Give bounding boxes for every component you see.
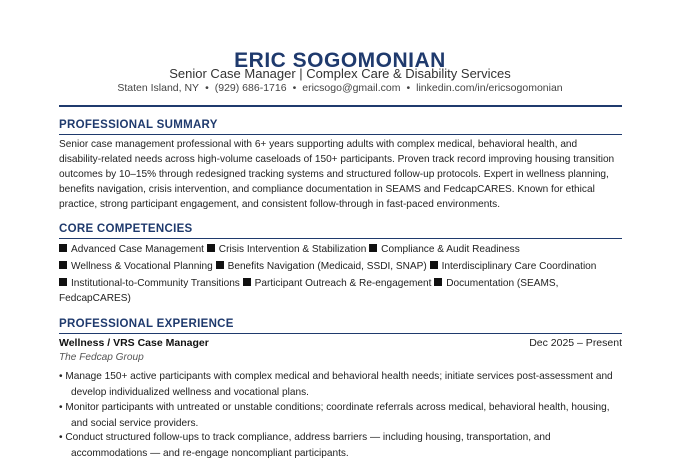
contact-separator: • [292, 82, 297, 94]
header-divider [59, 105, 622, 107]
square-bullet-icon [430, 261, 438, 269]
candidate-name: ERIC SOGOMONIAN [234, 49, 446, 72]
summary-line: practice, strong participant engagement, and consistent follow-through in fast-paced environments. [59, 199, 501, 210]
contact-line [0, 83, 680, 94]
experience-bullet [59, 369, 629, 401]
bullet-line: and social service providers. [71, 418, 199, 429]
summary-text [59, 137, 625, 212]
summary-line: disability-related needs across high-volume caseloads of 150+ participants. Proven track record improving housing transition [59, 154, 615, 165]
job-title: Wellness / VRS Case Manager [59, 337, 209, 349]
square-bullet-icon [59, 278, 67, 286]
competency-item: Documentation (SEAMS, [446, 278, 559, 289]
competency-item: Advanced Case Management [71, 244, 204, 255]
summary-heading: PROFESSIONAL SUMMARY [59, 119, 218, 131]
summary-line: outcomes by 10–15% through redesigned tracking systems and structured follow-up protocols. Expert in wellness planning, [59, 169, 609, 180]
competencies-divider [59, 238, 622, 239]
competencies-row [59, 291, 131, 306]
experience-divider [59, 333, 622, 334]
square-bullet-icon [434, 278, 442, 286]
competencies-heading: CORE COMPETENCIES [59, 223, 193, 235]
contact-email[interactable]: ericsogo@gmail.com [302, 82, 401, 94]
competency-item: Crisis Intervention & Stabilization [218, 244, 367, 255]
competency-item: Wellness & Vocational Planning [71, 261, 213, 272]
competencies-row [59, 242, 520, 257]
square-bullet-icon [216, 261, 224, 269]
bullet-line: • Manage 150+ active participants with complex medical and behavioral health needs; initiate services post-assessment and [59, 371, 613, 382]
competency-item: Participant Outreach & Re-engagement [254, 278, 432, 289]
experience-bullet [59, 400, 629, 432]
competency-item: Benefits Navigation (Medicaid, SSDI, SNAP) [227, 261, 427, 272]
job-dates: Dec 2025 – Present [529, 337, 622, 349]
competencies-row [59, 276, 558, 291]
contact-location: Staten Island, NY [117, 82, 200, 94]
bullet-line: develop individualized wellness and vocational plans. [71, 387, 309, 398]
experience-bullet [59, 430, 629, 462]
square-bullet-icon [59, 244, 67, 252]
candidate-subtitle: Senior Case Manager | Complex Care & Disability Services [169, 66, 511, 81]
competency-item: FedcapCARES) [59, 293, 131, 304]
competency-item: Interdisciplinary Care Coordination [441, 261, 597, 272]
contact-linkedin[interactable]: linkedin.com/in/ericsogomonian [416, 82, 563, 94]
square-bullet-icon [369, 244, 377, 252]
contact-separator: • [205, 82, 209, 94]
bullet-line: • Conduct structured follow-ups to track compliance, address barriers — including housing, transportation, and [59, 432, 551, 443]
company-name: The Fedcap Group [59, 352, 144, 363]
contact-separator: • [406, 82, 411, 94]
competency-item: Compliance & Audit Readiness [381, 244, 520, 255]
competency-item: Institutional-to-Community Transitions [71, 278, 240, 289]
competencies-row [59, 259, 596, 274]
bullet-line: • Monitor participants with untreated or unstable conditions; coordinate referrals across medical, behavioral health, housing, [59, 402, 610, 413]
square-bullet-icon [59, 261, 67, 269]
bullet-line: accommodations — and re-engage noncompliant participants. [71, 448, 349, 459]
experience-heading: PROFESSIONAL EXPERIENCE [59, 318, 234, 330]
contact-phone: (929) 686-1716 [214, 82, 287, 94]
summary-line: Senior case management professional with 6+ years supporting adults with complex medical, behavioral health, and [59, 139, 578, 150]
square-bullet-icon [243, 278, 251, 286]
summary-line: benefits navigation, crisis intervention, and compliance documentation in SEAMS and FedcapCARES. Known for ethical [59, 184, 595, 195]
summary-divider [59, 134, 622, 135]
square-bullet-icon [207, 244, 215, 252]
